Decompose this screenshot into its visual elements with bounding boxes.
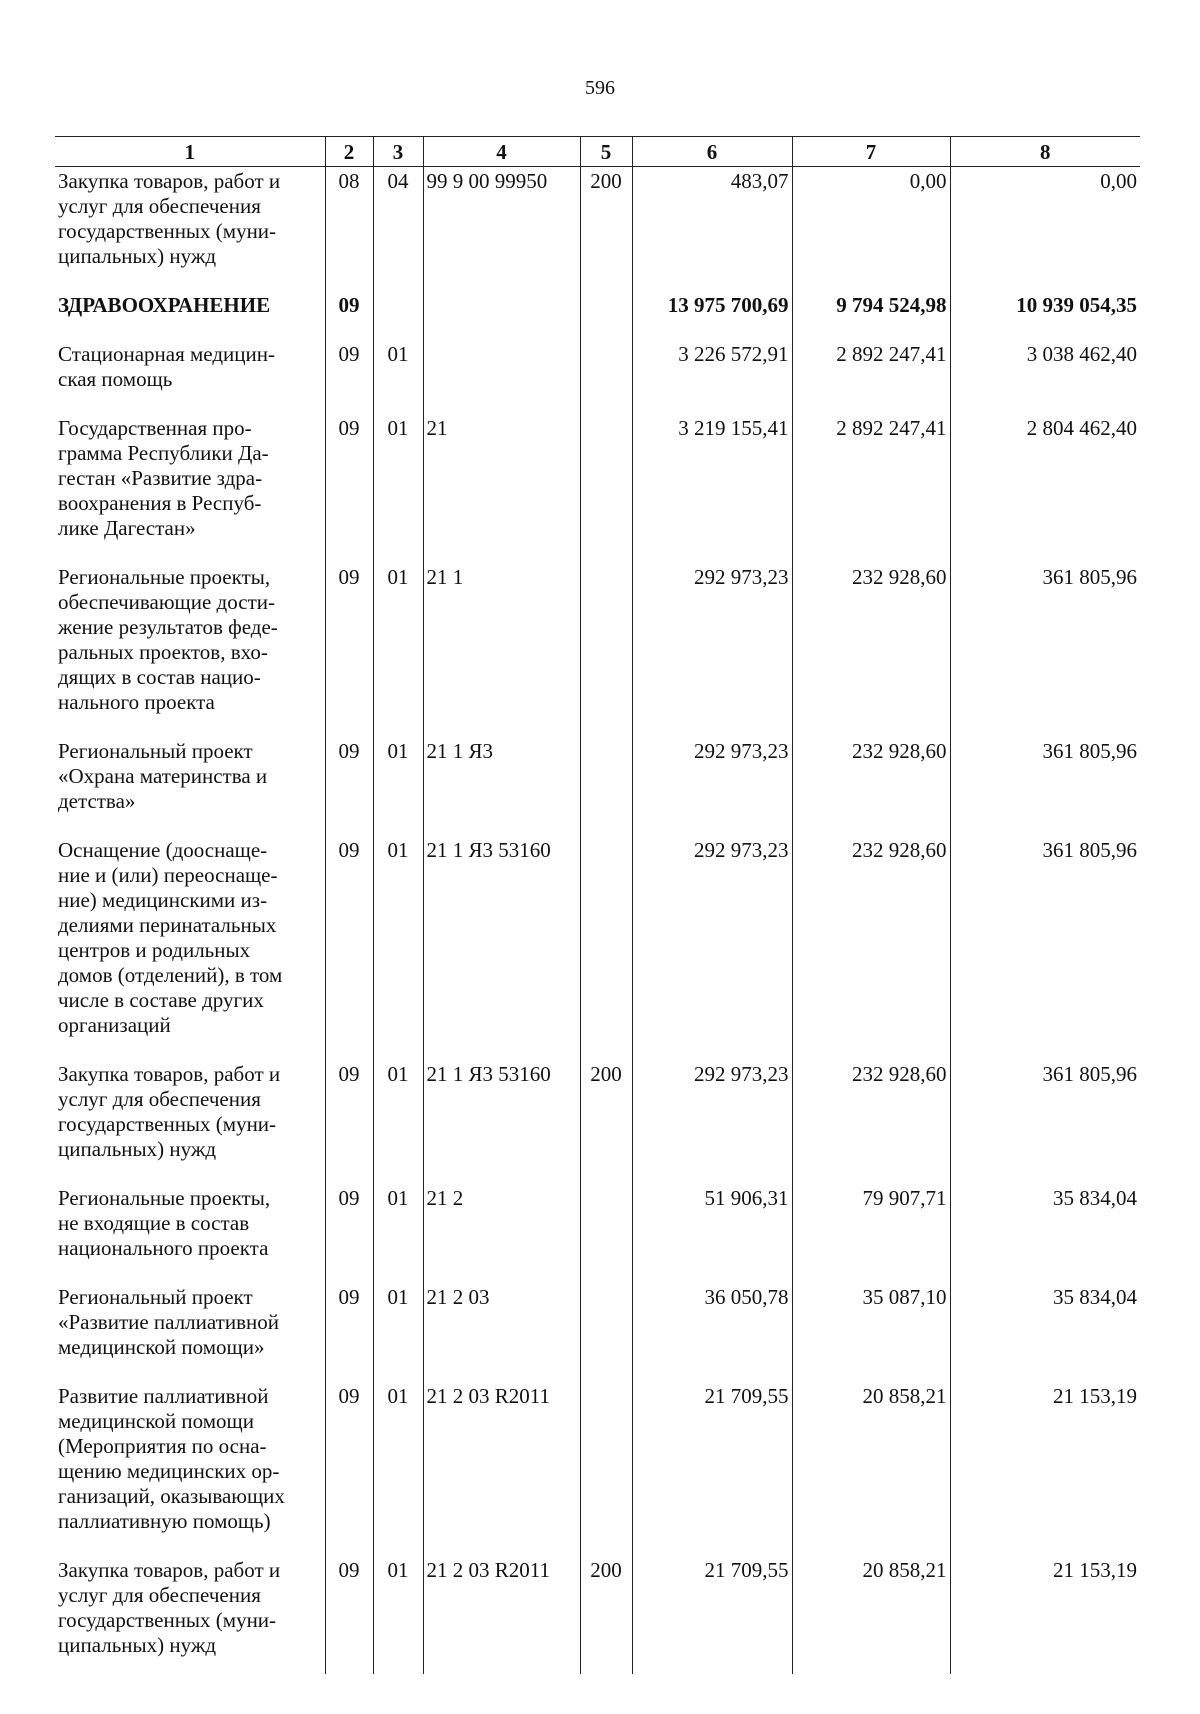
cell-amount-col8: 2 804 462,40 bbox=[950, 414, 1140, 563]
cell-amount-col8: 35 834,04 bbox=[950, 1283, 1140, 1382]
cell-target-article: 21 2 03 bbox=[423, 1283, 580, 1382]
cell-name-line: государственных (муни- bbox=[58, 1112, 277, 1136]
cell-expense-type: 200 bbox=[580, 1556, 632, 1674]
cell-expense-type bbox=[580, 414, 632, 563]
cell-amount-col6: 21 709,55 bbox=[632, 1382, 792, 1556]
cell-amount-col7: 232 928,60 bbox=[792, 1060, 950, 1184]
cell-target-article: 99 9 00 99950 bbox=[423, 167, 580, 292]
cell-target-article bbox=[423, 340, 580, 414]
cell-name bbox=[55, 1283, 325, 1382]
cell-subsection: 01 bbox=[373, 1060, 423, 1184]
header-col-7: 7 bbox=[792, 137, 950, 167]
cell-amount-col8: 361 805,96 bbox=[950, 1060, 1140, 1184]
cell-name-line: ганизаций, оказывающих bbox=[58, 1484, 285, 1508]
cell-amount-col8: 3 038 462,40 bbox=[950, 340, 1140, 414]
cell-expense-type bbox=[580, 1283, 632, 1382]
table-row bbox=[55, 1382, 1140, 1556]
cell-amount-col6: 292 973,23 bbox=[632, 737, 792, 836]
cell-name-line: ципальных) нужд bbox=[58, 244, 217, 268]
cell-name-line: государственных (муни- bbox=[58, 219, 277, 243]
cell-amount-col8: 10 939 054,35 bbox=[950, 291, 1140, 340]
cell-name-line: дящих в состав нацио- bbox=[58, 665, 261, 689]
cell-name-line: «Охрана материнства и bbox=[58, 764, 268, 788]
table-row bbox=[55, 167, 1140, 292]
cell-name bbox=[55, 836, 325, 1060]
cell-name bbox=[55, 563, 325, 737]
cell-name-line: ральных проектов, вхо- bbox=[58, 640, 268, 664]
cell-name-line: услуг для обеспечения bbox=[58, 1583, 261, 1607]
cell-name-line: жение результатов феде- bbox=[58, 615, 278, 639]
cell-subsection bbox=[373, 291, 423, 340]
cell-amount-col8: 0,00 bbox=[950, 167, 1140, 292]
cell-amount-col6: 21 709,55 bbox=[632, 1556, 792, 1674]
cell-name-line: Региональный проект bbox=[58, 1285, 253, 1309]
cell-subsection: 01 bbox=[373, 737, 423, 836]
cell-name-line: Оснащение (дооснаще- bbox=[58, 838, 268, 862]
cell-name-line: гестан «Развитие здра- bbox=[58, 466, 263, 490]
table-row bbox=[55, 340, 1140, 414]
cell-amount-col6: 292 973,23 bbox=[632, 1060, 792, 1184]
cell-subsection: 01 bbox=[373, 1382, 423, 1556]
cell-target-article bbox=[423, 291, 580, 340]
header-col-2: 2 bbox=[325, 137, 373, 167]
cell-name-line: лике Дагестан» bbox=[58, 516, 196, 540]
cell-expense-type: 200 bbox=[580, 1060, 632, 1184]
cell-name-line: домов (отделений), в том bbox=[58, 963, 283, 987]
cell-target-article: 21 2 bbox=[423, 1184, 580, 1283]
cell-name-line: Региональные проекты, bbox=[58, 565, 271, 589]
cell-target-article: 21 1 bbox=[423, 563, 580, 737]
cell-expense-type bbox=[580, 340, 632, 414]
cell-name bbox=[55, 1556, 325, 1674]
cell-amount-col6: 36 050,78 bbox=[632, 1283, 792, 1382]
cell-section: 08 bbox=[325, 167, 373, 292]
cell-subsection: 04 bbox=[373, 167, 423, 292]
cell-name-line: государственных (муни- bbox=[58, 1608, 277, 1632]
cell-section: 09 bbox=[325, 1060, 373, 1184]
cell-name-line: Стационарная медицин- bbox=[58, 342, 275, 366]
cell-amount-col6: 3 219 155,41 bbox=[632, 414, 792, 563]
cell-name-line: медицинской помощи» bbox=[58, 1335, 265, 1359]
table-row bbox=[55, 291, 1140, 340]
header-col-8: 8 bbox=[950, 137, 1140, 167]
cell-section: 09 bbox=[325, 414, 373, 563]
cell-amount-col7: 35 087,10 bbox=[792, 1283, 950, 1382]
cell-name-line: воохранения в Респуб- bbox=[58, 491, 262, 515]
cell-name-line: ние) медицинскими из- bbox=[58, 888, 268, 912]
cell-amount-col6: 292 973,23 bbox=[632, 563, 792, 737]
cell-target-article: 21 1 Я3 bbox=[423, 737, 580, 836]
cell-amount-col7: 232 928,60 bbox=[792, 737, 950, 836]
table-row bbox=[55, 1060, 1140, 1184]
cell-name-line: не входящие в состав bbox=[58, 1211, 250, 1235]
cell-subsection: 01 bbox=[373, 1556, 423, 1674]
cell-name-line: Закупка товаров, работ и bbox=[58, 1062, 281, 1086]
cell-amount-col6: 3 226 572,91 bbox=[632, 340, 792, 414]
cell-name-line: ская помощь bbox=[58, 367, 173, 391]
budget-table bbox=[55, 136, 1140, 1674]
cell-name-line: Закупка товаров, работ и bbox=[58, 169, 281, 193]
cell-name-line: ЗДРАВООХРАНЕНИЕ bbox=[58, 293, 271, 317]
table-row bbox=[55, 1184, 1140, 1283]
cell-name-line: услуг для обеспечения bbox=[58, 194, 261, 218]
cell-name bbox=[55, 167, 325, 292]
cell-name bbox=[55, 291, 325, 340]
cell-section: 09 bbox=[325, 1382, 373, 1556]
cell-target-article: 21 1 Я3 53160 bbox=[423, 836, 580, 1060]
header-col-6: 6 bbox=[632, 137, 792, 167]
cell-name bbox=[55, 1060, 325, 1184]
table-row bbox=[55, 1283, 1140, 1382]
cell-amount-col6: 51 906,31 bbox=[632, 1184, 792, 1283]
cell-name bbox=[55, 340, 325, 414]
header-col-1: 1 bbox=[55, 137, 325, 167]
cell-name-line: национального проекта bbox=[58, 1236, 269, 1260]
cell-amount-col8: 361 805,96 bbox=[950, 836, 1140, 1060]
header-col-3: 3 bbox=[373, 137, 423, 167]
table-row bbox=[55, 737, 1140, 836]
cell-name-line: Закупка товаров, работ и bbox=[58, 1558, 281, 1582]
cell-expense-type bbox=[580, 291, 632, 340]
cell-target-article: 21 2 03 R2011 bbox=[423, 1556, 580, 1674]
cell-amount-col7: 0,00 bbox=[792, 167, 950, 292]
cell-name-line: (Мероприятия по осна- bbox=[58, 1434, 267, 1458]
cell-amount-col8: 21 153,19 bbox=[950, 1556, 1140, 1674]
page-number: 596 bbox=[585, 77, 615, 99]
cell-name bbox=[55, 1184, 325, 1283]
cell-name bbox=[55, 414, 325, 563]
cell-name-line: паллиативную помощь) bbox=[58, 1509, 271, 1533]
cell-subsection: 01 bbox=[373, 1184, 423, 1283]
cell-name-line: медицинской помощи bbox=[58, 1409, 254, 1433]
cell-name-line: нального проекта bbox=[58, 690, 215, 714]
cell-amount-col6: 13 975 700,69 bbox=[632, 291, 792, 340]
cell-name bbox=[55, 737, 325, 836]
cell-name-line: Региональные проекты, bbox=[58, 1186, 271, 1210]
cell-name-line: Государственная про- bbox=[58, 416, 252, 440]
table-row bbox=[55, 1556, 1140, 1674]
table-row bbox=[55, 836, 1140, 1060]
cell-name bbox=[55, 1382, 325, 1556]
cell-name-line: «Развитие паллиативной bbox=[58, 1310, 279, 1334]
cell-expense-type bbox=[580, 1382, 632, 1556]
cell-name-line: Региональный проект bbox=[58, 739, 253, 763]
cell-subsection: 01 bbox=[373, 836, 423, 1060]
cell-target-article: 21 1 Я3 53160 bbox=[423, 1060, 580, 1184]
cell-section: 09 bbox=[325, 340, 373, 414]
header-row bbox=[55, 137, 1140, 167]
cell-name-line: грамма Республики Да- bbox=[58, 441, 269, 465]
cell-amount-col8: 361 805,96 bbox=[950, 563, 1140, 737]
cell-name-line: организаций bbox=[58, 1013, 171, 1037]
cell-amount-col7: 79 907,71 bbox=[792, 1184, 950, 1283]
cell-target-article: 21 2 03 R2011 bbox=[423, 1382, 580, 1556]
cell-expense-type bbox=[580, 737, 632, 836]
cell-expense-type: 200 bbox=[580, 167, 632, 292]
cell-section: 09 bbox=[325, 1283, 373, 1382]
cell-subsection: 01 bbox=[373, 340, 423, 414]
cell-expense-type bbox=[580, 836, 632, 1060]
table-row bbox=[55, 414, 1140, 563]
cell-subsection: 01 bbox=[373, 1283, 423, 1382]
cell-name-line: обеспечивающие дости- bbox=[58, 590, 275, 614]
cell-name-line: ние и (или) переоснаще- bbox=[58, 863, 278, 887]
cell-name-line: щению медицинских ор- bbox=[58, 1459, 280, 1483]
cell-amount-col8: 35 834,04 bbox=[950, 1184, 1140, 1283]
cell-name-line: Развитие паллиативной bbox=[58, 1384, 269, 1408]
cell-section: 09 bbox=[325, 1184, 373, 1283]
cell-amount-col6: 483,07 bbox=[632, 167, 792, 292]
cell-subsection: 01 bbox=[373, 563, 423, 737]
cell-name-line: центров и родильных bbox=[58, 938, 251, 962]
header-col-5: 5 bbox=[580, 137, 632, 167]
cell-section: 09 bbox=[325, 291, 373, 340]
cell-name-line: ципальных) нужд bbox=[58, 1633, 217, 1657]
cell-amount-col8: 21 153,19 bbox=[950, 1382, 1140, 1556]
cell-section: 09 bbox=[325, 563, 373, 737]
header-col-4: 4 bbox=[423, 137, 580, 167]
cell-name-line: ципальных) нужд bbox=[58, 1137, 217, 1161]
cell-amount-col7: 2 892 247,41 bbox=[792, 340, 950, 414]
cell-section: 09 bbox=[325, 1556, 373, 1674]
cell-subsection: 01 bbox=[373, 414, 423, 563]
cell-amount-col8: 361 805,96 bbox=[950, 737, 1140, 836]
cell-section: 09 bbox=[325, 737, 373, 836]
cell-name-line: детства» bbox=[58, 789, 136, 813]
cell-amount-col7: 20 858,21 bbox=[792, 1556, 950, 1674]
cell-target-article: 21 bbox=[423, 414, 580, 563]
cell-amount-col7: 9 794 524,98 bbox=[792, 291, 950, 340]
table-body bbox=[55, 167, 1140, 1675]
cell-expense-type bbox=[580, 563, 632, 737]
cell-amount-col6: 292 973,23 bbox=[632, 836, 792, 1060]
cell-amount-col7: 2 892 247,41 bbox=[792, 414, 950, 563]
cell-expense-type bbox=[580, 1184, 632, 1283]
cell-name-line: услуг для обеспечения bbox=[58, 1087, 261, 1111]
cell-amount-col7: 20 858,21 bbox=[792, 1382, 950, 1556]
cell-name-line: числе в составе других bbox=[58, 988, 264, 1012]
cell-section: 09 bbox=[325, 836, 373, 1060]
cell-amount-col7: 232 928,60 bbox=[792, 836, 950, 1060]
cell-name-line: делиями перинатальных bbox=[58, 913, 277, 937]
table-row bbox=[55, 563, 1140, 737]
cell-amount-col7: 232 928,60 bbox=[792, 563, 950, 737]
